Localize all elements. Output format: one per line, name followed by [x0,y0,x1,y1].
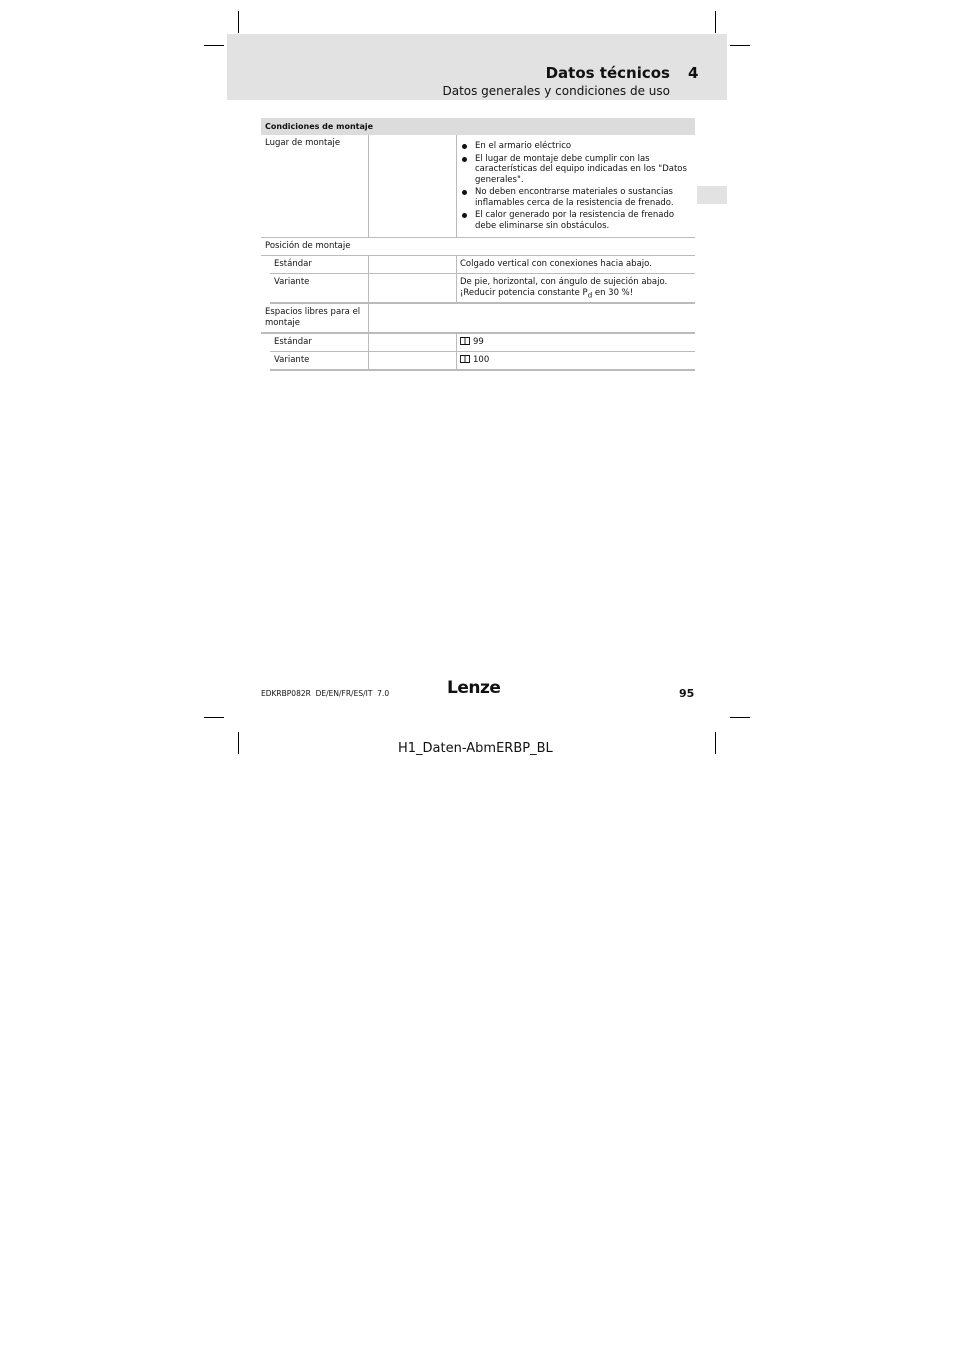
lenze-logo: Lenze [447,678,501,698]
crop-mark [730,45,750,46]
list-item: En el armario eléctrico [460,141,692,152]
crop-mark [715,732,716,754]
table-heading: Condiciones de montaje [261,118,695,135]
row-value: Colgado vertical con conexiones hacia abajo. [460,259,652,269]
document-id: EDKRBP082R DE/EN/FR/ES/IT 7.0 [261,689,390,698]
chapter-number: 4 [688,64,699,82]
table-row [270,274,695,304]
chapter-side-tab [697,186,727,204]
crop-mark [715,11,716,33]
list-item: El lugar de montaje debe cumplir con las características del equipo indicadas en los "Datos generales". [460,154,692,186]
row-value: ¡Reducir potencia constante $P_d$ en 30 %! [460,287,634,300]
mounting-conditions-table [261,118,695,371]
table-row [270,352,695,371]
row-label: Estándar [274,337,312,347]
bullet-list [460,141,692,231]
table-row [261,238,695,256]
book-icon [460,337,470,345]
crop-mark [204,717,224,718]
table-row [261,135,695,238]
row-label: Espacios libres para el montaje [265,307,361,328]
crop-mark [238,11,239,33]
list-item: El calor generado por la resistencia de frenado debe eliminarse sin obstáculos. [460,210,692,231]
crop-mark [730,717,750,718]
table-row [270,334,695,352]
list-item: No deben encontrarse materiales o sustancias inflamables cerca de la resistencia de frenado. [460,187,692,208]
crop-mark [238,732,239,754]
row-label: Lugar de montaje [265,138,341,148]
row-value: De pie, horizontal, con ángulo de sujeción abajo. [460,277,668,287]
crop-mark [204,45,224,46]
row-label: Estándar [274,259,312,269]
chapter-subtitle: Datos generales y condiciones de uso [442,84,670,98]
file-label: H1_Daten-AbmERBP_BL [398,741,553,756]
chapter-title: Datos técnicos [545,64,670,82]
table-row [261,304,695,334]
page-reference[interactable]: 100 [473,355,490,365]
page-reference[interactable]: 99 [473,337,484,347]
row-label: Variante [274,277,310,287]
row-label: Posición de montaje [265,241,351,251]
page-number: 95 [679,687,695,700]
book-icon [460,355,470,363]
row-label: Variante [274,355,310,365]
table-row [270,256,695,274]
